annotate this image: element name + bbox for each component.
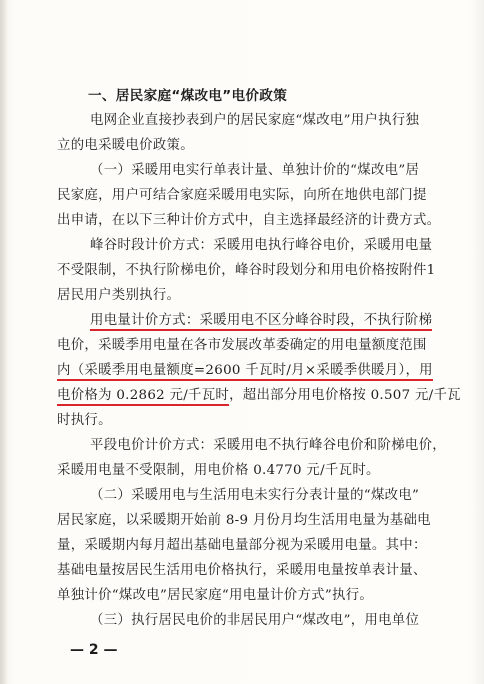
body-line: 居民用户类别执行。 [57,288,181,303]
body-line: 时执行。 [57,413,112,428]
section-heading: 一、居民家庭“煤改电”电价政策 [88,88,288,104]
body-line: 不受限制，不执行阶梯电价，峰谷时段划分和用电价格按附件1 [57,263,436,278]
body-line: 单独计价“煤改电”居民家庭“用电量计价方式”执行。 [57,588,374,603]
body-line: （二）采暖用电与生活用电未实行分表计量的“煤改电” [90,488,420,503]
body-line: 量，采暖期内每月超出基础电量部分视为采暖用电量。其中： [57,538,427,553]
body-line: 采暖用电量不受限制，用电价格 0.4770 元/千瓦时。 [57,463,380,478]
red-underline-text: 内（采暖季用电量额度=2600 千瓦时/月×采暖季供暖月），用 [57,363,433,378]
red-underline-text: 电价格为 0.2862 元/千瓦时 [57,388,230,403]
body-line: 出申请，在以下三种计价方式中，自主选择最经济的计费方式。 [57,213,441,228]
body-line: （三）执行居民电价的非居民用户“煤改电”，用电单位 [90,613,420,628]
body-line: 峰谷时段计价方式：采暖用电执行峰谷电价，采暖用电量 [90,238,433,253]
page-fold-shadow [0,0,8,684]
body-line: 电网企业直接抄表到户的居民家庭“煤改电”用户执行独 [90,113,420,128]
page-number: — 2 — [70,642,118,658]
red-underline-text: 用电量计价方式：采暖用电不区分峰谷时段，不执行阶梯 [90,313,433,328]
highlighted-line [90,312,432,330]
body-text: ，超出部分用电价格按 0.507 元/千瓦 [229,388,461,403]
body-line: 平段电价计价方式：采暖用电不执行峰谷电价和阶梯电价， [90,438,446,453]
body-line: 居民家庭，以采暖期开始前 8-9 月份月均生活用电量为基础电 [57,513,431,528]
highlighted-line [57,387,461,405]
highlighted-line [57,362,433,380]
body-line: 民家庭，用户可结合家庭采暖用电实际，向所在地供电部门提 [57,188,427,203]
body-line: 立的电采暖电价政策。 [57,138,194,153]
body-line: 基础电量按居民生活用电价格执行，采暖用电量按单表计量、 [57,563,427,578]
body-line: （一）采暖用电实行单表计量、单独计价的“煤改电”居 [90,163,420,178]
body-line: 电价，采暖季用电量在各市发展改革委确定的用电量额度范围 [57,338,427,353]
